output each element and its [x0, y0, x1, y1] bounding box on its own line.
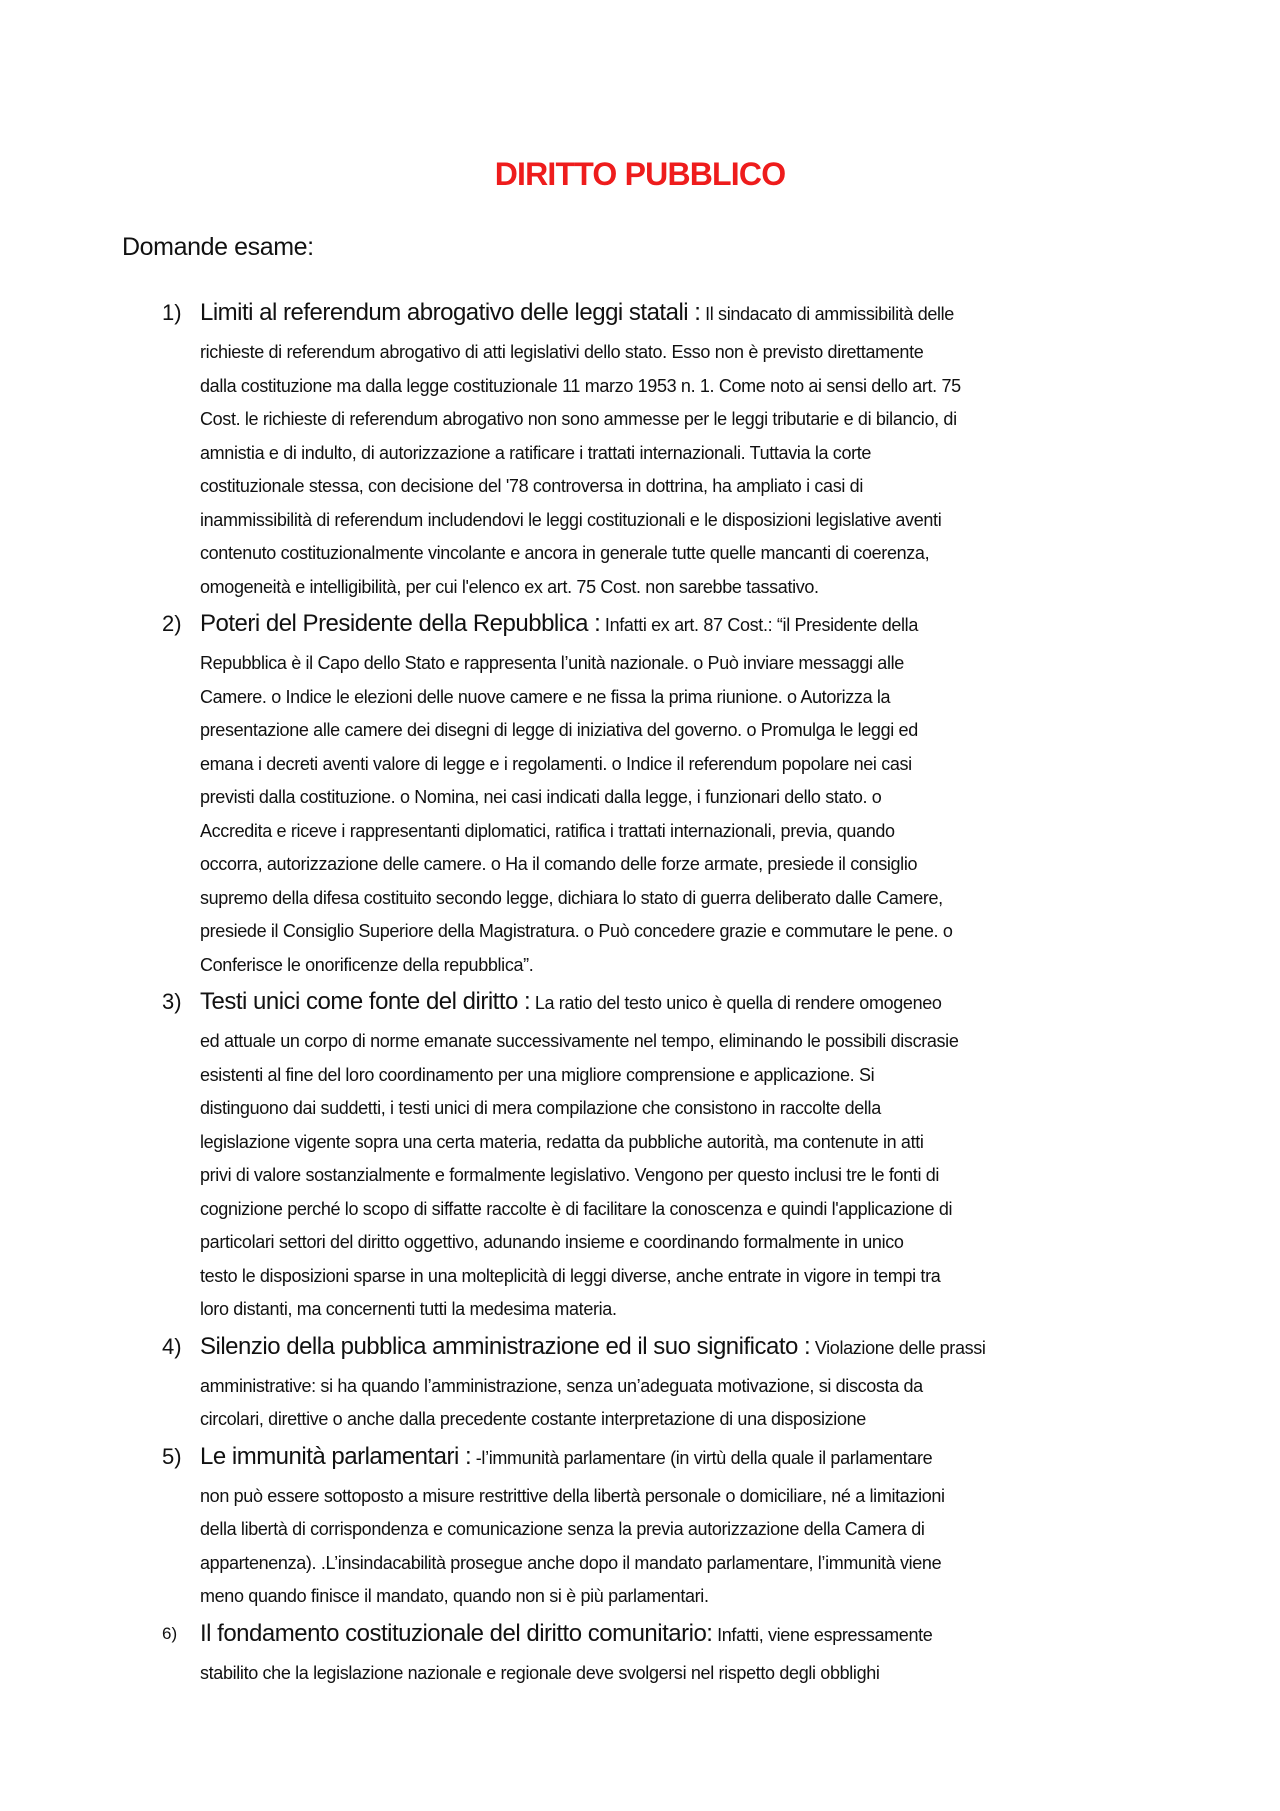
question-item	[162, 1614, 1172, 1691]
answer-line: privi di valore sostanzialmente e formalmente legislativo. Vengono per questo inclusi tre le fonti di	[200, 1165, 940, 1185]
answer-line: ed attuale un corpo di norme emanate successivamente nel tempo, eliminando le possibili discrasie	[200, 1031, 959, 1051]
answer-line: Camere. o Indice le elezioni delle nuove camere e ne fissa la prima riunione. o Autorizza la	[200, 686, 891, 707]
answer-lead: -l’immunità parlamentare (in virtù della quale il parlamentare	[471, 1447, 933, 1468]
question-heading-line	[200, 293, 1172, 336]
question-number: 6)	[162, 1623, 178, 1643]
answer-line: Conferisce le onorificenze della repubblica”.	[200, 954, 534, 975]
question-heading: Testi unici come fonte del diritto :	[200, 988, 531, 1015]
question-heading: Il fondamento costituzionale del diritto comunitario:	[200, 1619, 713, 1647]
answer-line: circolari, direttive o anche dalla precedente costante interpretazione di una disposizione	[200, 1409, 866, 1429]
question-item	[162, 604, 1172, 982]
answer-line: supremo della difesa costituito secondo legge, dichiara lo stato di guerra deliberato dalle Camere,	[200, 887, 943, 908]
answer-line: costituzionale stessa, con decisione del '78 controversa in dottrina, ha ampliato i casi di	[200, 476, 863, 496]
question-number: 5)	[162, 1443, 182, 1469]
question-heading: Poteri del Presidente della Repubblica :	[200, 610, 601, 637]
answer-line: meno quando finisce il mandato, quando non si è più parlamentari.	[200, 1586, 709, 1606]
answer-line: Cost. le richieste di referendum abrogativo non sono ammesse per le leggi tributarie e di bilancio, di	[200, 409, 957, 429]
document-title: DIRITTO PUBBLICO	[494, 156, 786, 192]
answer-line: appartenenza). .L’insindacabilità prosegue anche dopo il mandato parlamentare, l’immunità viene	[200, 1552, 942, 1573]
answer-line: legislazione vigente sopra una certa materia, redatta da pubbliche autorità, ma contenute in atti	[200, 1131, 924, 1152]
question-heading: Limiti al referendum abrogativo delle leggi statali :	[200, 299, 701, 326]
question-list	[162, 293, 1172, 1690]
answer-line: amministrative: si ha quando l’amministrazione, senza un’adeguata motivazione, si discosta da	[200, 1375, 923, 1396]
question-number: 3)	[162, 989, 182, 1014]
question-heading-line	[200, 982, 1172, 1025]
answer-line: emana i decreti aventi valore di legge e i regolamenti. o Indice il referendum popolare nei casi	[200, 753, 912, 774]
answer-line: presiede il Consiglio Superiore della Magistratura. o Può concedere grazie e commutare le pene. o	[200, 921, 953, 941]
answer-line: Accredita e riceve i rappresentanti diplomatici, ratifica i trattati internazionali, previa, quando	[200, 820, 895, 841]
question-number: 4)	[162, 1333, 182, 1359]
question-heading-line	[200, 1614, 1172, 1657]
question-heading-line	[200, 604, 1172, 647]
question-heading: Silenzio della pubblica amministrazione ed il suo significato :	[200, 1332, 811, 1360]
answer-line: omogeneità e intelligibilità, per cui l'elenco ex art. 75 Cost. non sarebbe tassativo.	[200, 576, 819, 597]
question-item	[162, 1327, 1172, 1437]
answer-line: particolari settori del diritto oggettivo, adunando insieme e coordinando formalmente in unico	[200, 1232, 904, 1252]
answer-line: contenuto costituzionalmente vincolante e ancora in generale tutte quelle mancanti di coerenza,	[200, 543, 930, 563]
answer-line: occorra, autorizzazione delle camere. o Ha il comando delle forze armate, presiede il consiglio	[200, 854, 918, 874]
document-subtitle: Domande esame:	[122, 233, 314, 261]
answer-line: amnistia e di indulto, di autorizzazione a ratificare i trattati internazionali. Tuttavia la corte	[200, 442, 872, 463]
answer-line: distinguono dai suddetti, i testi unici di mera compilazione che consistono in raccolte della	[200, 1098, 881, 1118]
question-heading: Le immunità parlamentari :	[200, 1442, 472, 1470]
answer-lead: Il sindacato di ammissibilità delle	[700, 304, 954, 324]
answer-line: inammissibilità di referendum includendovi le leggi costituzionali e le disposizioni legislative aventi	[200, 509, 942, 530]
answer-line: esistenti al fine del loro coordinamento per una migliore comprensione e applicazione. Si	[200, 1064, 875, 1085]
answer-line: presentazione alle camere dei disegni di legge di iniziativa del governo. o Promulga le leggi ed	[200, 720, 918, 740]
question-item	[162, 293, 1172, 604]
question-number: 2)	[162, 611, 182, 636]
question-heading-line	[200, 1437, 1172, 1480]
answer-lead: Infatti ex art. 87 Cost.: “il Presidente della	[600, 615, 918, 635]
answer-lead: Violazione delle prassi	[810, 1337, 986, 1358]
question-number: 1)	[162, 300, 182, 325]
answer-lead: La ratio del testo unico è quella di rendere omogeneo	[530, 993, 942, 1013]
answer-line: stabilito che la legislazione nazionale e regionale deve svolgersi nel rispetto degli obblighi	[200, 1662, 880, 1683]
answer-line: Repubblica è il Capo dello Stato e rappresenta l’unità nazionale. o Può inviare messaggi alle	[200, 653, 904, 673]
answer-line: della libertà di corrispondenza e comunicazione senza la previa autorizzazione della Camera di	[200, 1519, 925, 1539]
answer-line: non può essere sottoposto a misure restrittive della libertà personale o domiciliare, né a limitazioni	[200, 1485, 945, 1506]
answer-lead: Infatti, viene espressamente	[712, 1624, 933, 1645]
question-item	[162, 982, 1172, 1327]
answer-line: previsti dalla costituzione. o Nomina, nei casi indicati dalla legge, i funzionari dello stato. o	[200, 787, 882, 807]
answer-line: dalla costituzione ma dalla legge costituzionale 11 marzo 1953 n. 1. Come noto ai sensi dello art. 75	[200, 375, 961, 396]
answer-line: loro distanti, ma concernenti tutti la medesima materia.	[200, 1299, 617, 1319]
question-heading-line	[200, 1327, 1172, 1370]
answer-line: cognizione perché lo scopo di siffatte raccolte è di facilitare la conoscenza e quindi l'applicazione di	[200, 1198, 953, 1219]
answer-line: testo le disposizioni sparse in una molteplicità di leggi diverse, anche entrate in vigore in tempi tra	[200, 1265, 941, 1286]
answer-line: richieste di referendum abrogativo di atti legislativi dello stato. Esso non è previsto direttamente	[200, 342, 924, 362]
question-item	[162, 1437, 1172, 1614]
